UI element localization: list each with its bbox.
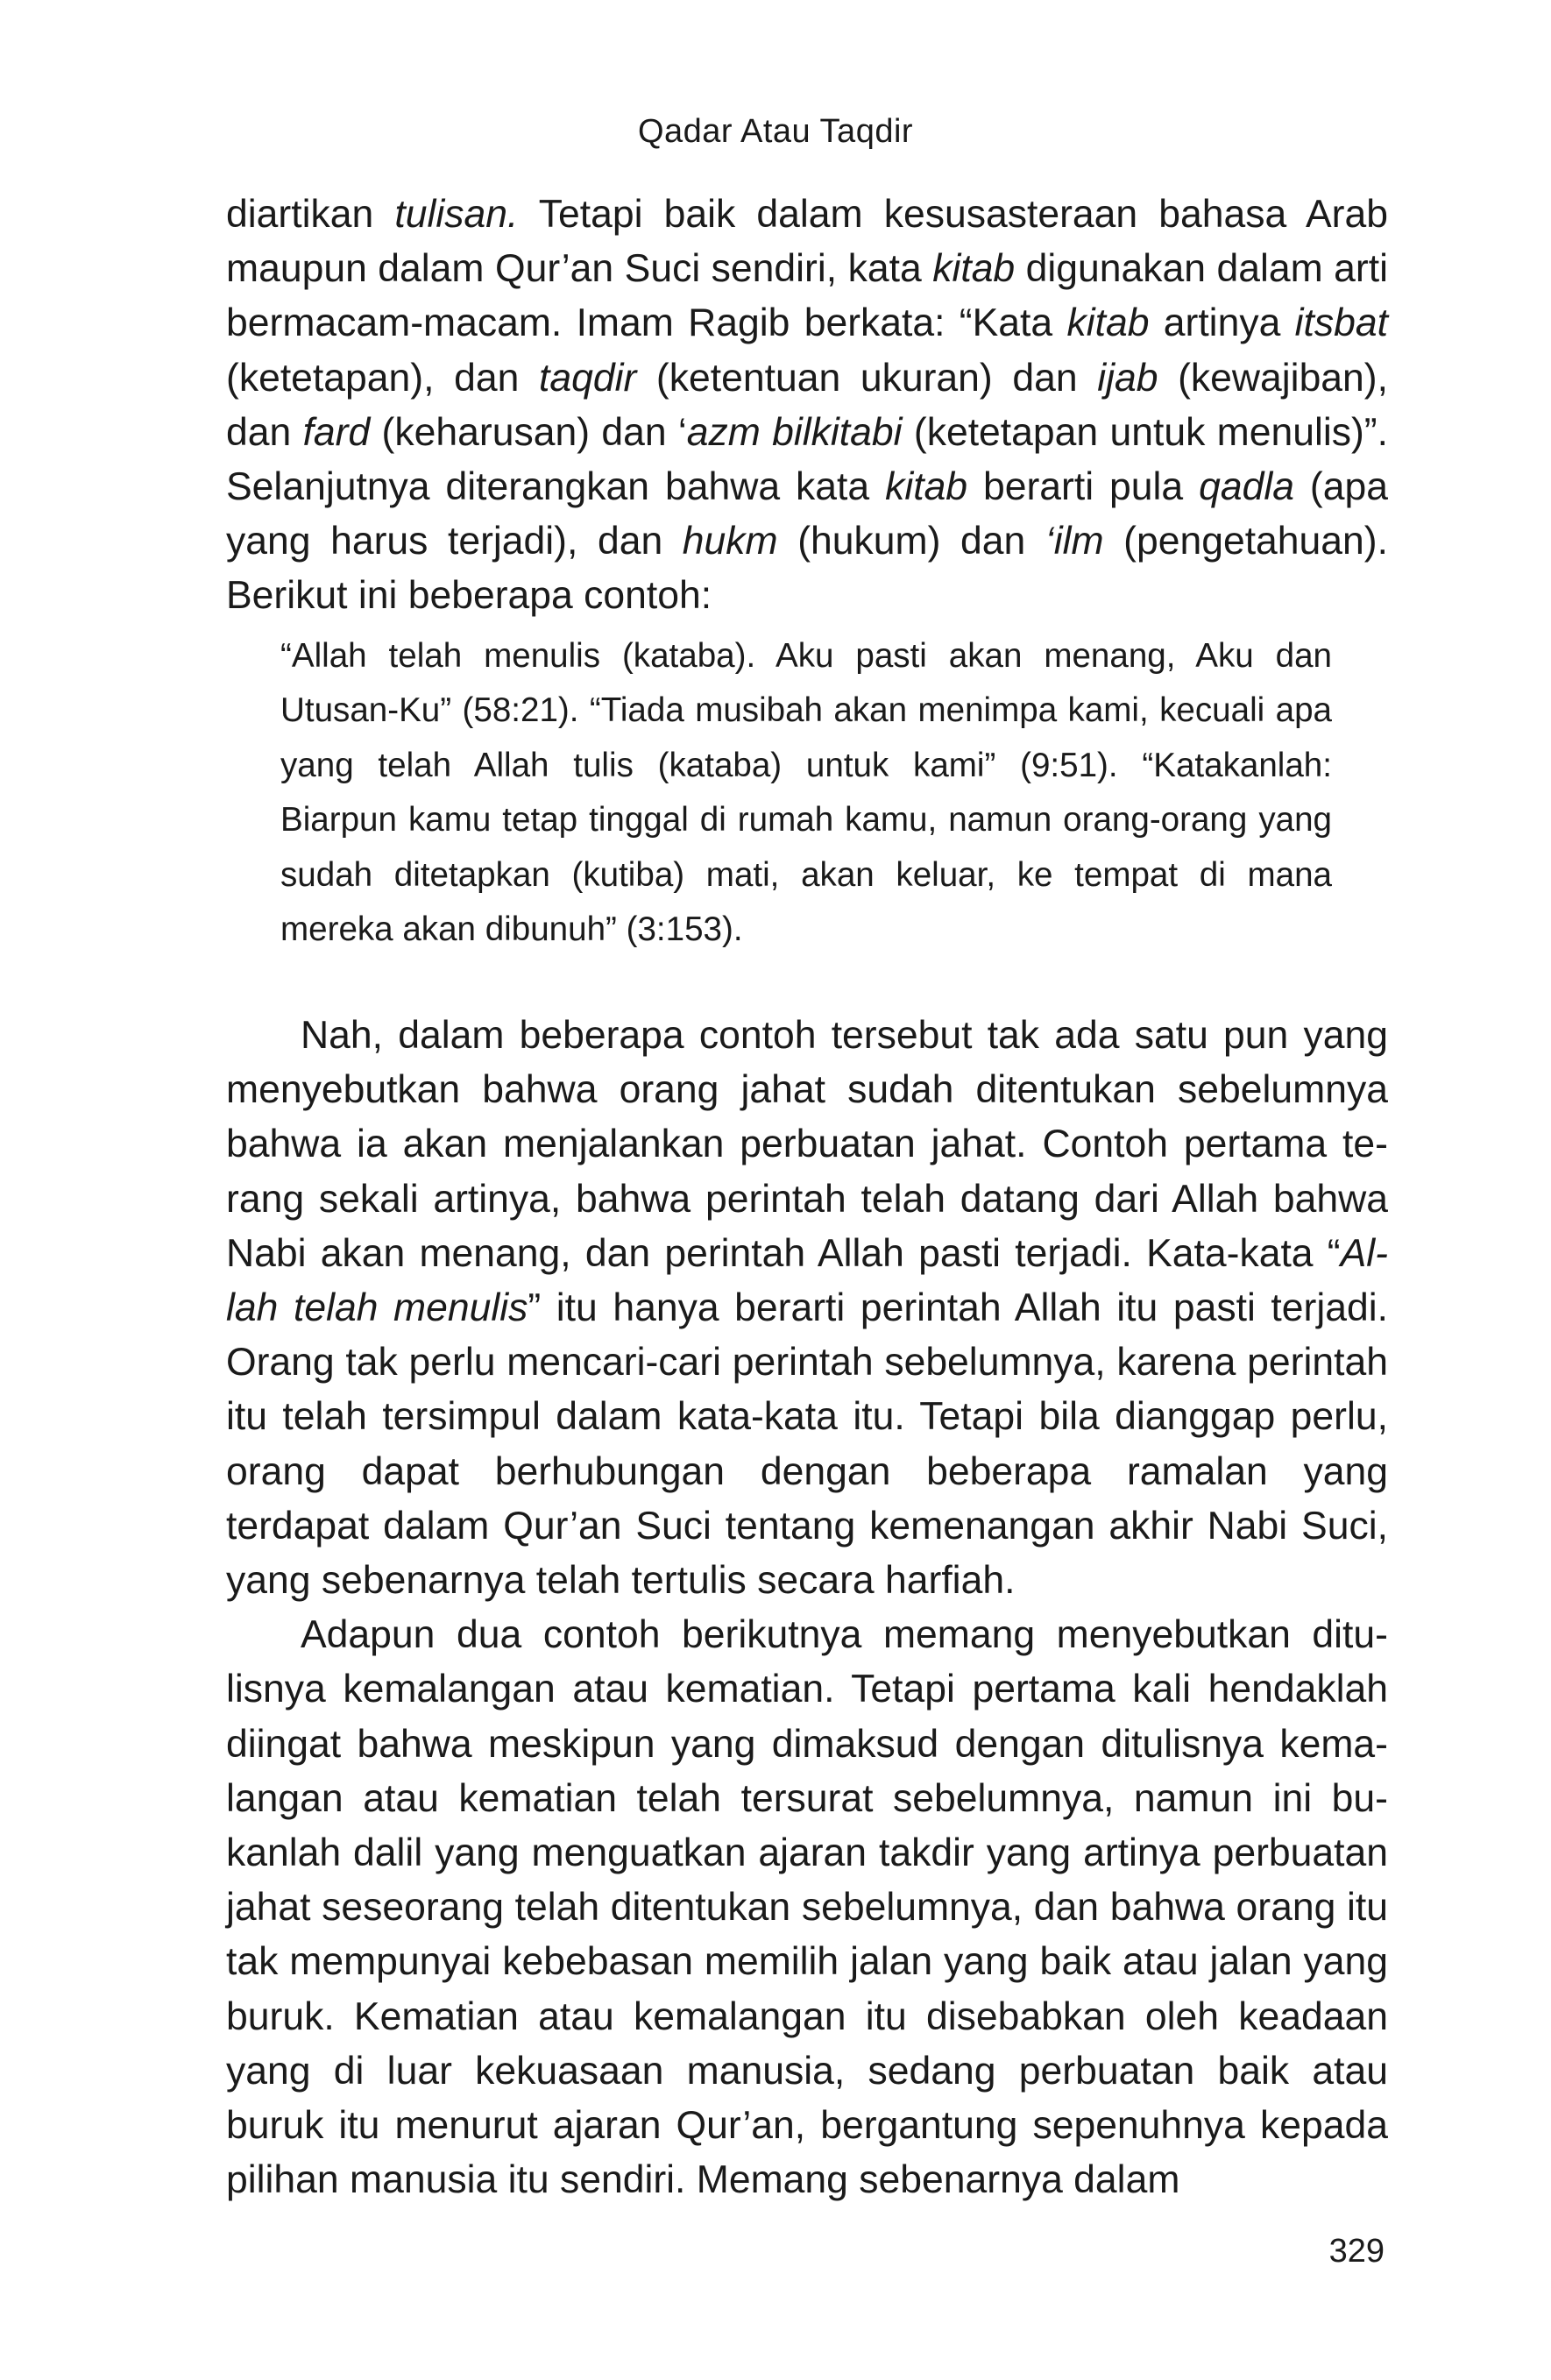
- text-run: digunakan dalam arti bermacam-macam. Imam Ragib berkata: “Kata: [226, 247, 1388, 345]
- page-number: 329: [1328, 2233, 1385, 2270]
- italic-term: kitab: [1066, 301, 1150, 345]
- text-run: berarti pula: [967, 465, 1200, 509]
- italic-term: azm bilkitabi: [686, 410, 903, 454]
- paragraph-3: Adapun dua contoh berikutnya memang menyebutkan ditulisnya kemalangan atau kematian. Tetapi pertama kali hendaklah diingat bahwa meskipun yang dimaksud dengan ditulisnya kemalangan atau kematian telah tersurat sebelumnya, namun ini bukanlah dalil yang menguatkan ajaran takdir yang artinya perbuatan jahat seseorang telah ditentukan sebelumnya, dan bahwa orang itu tak mempunyai kebebasan memilih jalan yang baik atau jalan yang buruk. Kematian atau kemalangan itu disebabkan oleh keadaan yang di luar kekuasaan manusia, sedang perbuatan baik atau buruk itu menurut ajaran Qur’an, bergantung sepenuhnya kepada pilihan manusia itu sendiri. Memang sebenarnya dalam: [226, 1613, 1388, 2202]
- body-section: [226, 1009, 1388, 2207]
- text-run: Tetapi baik dalam kesusasteraan bahasa Arab maupun dalam Qur’an Suci sendiri, kata: [226, 193, 1388, 291]
- text-run: (hukum) dan: [777, 520, 1045, 563]
- text-run: (keharusan) dan ‘: [370, 410, 687, 454]
- italic-term: taqdir: [538, 356, 637, 400]
- text-run: (ketetapan untuk menulis)”. Selanjutnya diterangkan bahwa kata: [226, 410, 1388, 509]
- text-run: ” itu hanya berarti perintah Allah itu pasti terjadi. Orang tak perlu mencari-cari perintah sebelumnya, karena perintah itu telah tersimpul dalam kata-kata itu. Tetapi bila dianggap perlu, orang dapat berhubungan dengan beberapa ramalan yang terdapat dalam Qur’an Suci tentang kemenangan akhir Nabi Suci, yang sebenarnya telah tertulis secara harfiah.: [226, 1286, 1388, 1603]
- italic-term: ‘ilm: [1045, 520, 1104, 563]
- italic-term: qadla: [1199, 465, 1294, 509]
- paragraph-1: [226, 188, 1388, 624]
- italic-term: kitab: [932, 247, 1016, 291]
- running-head: Qadar Atau Taqdir: [637, 113, 914, 150]
- italic-term: ijab: [1097, 356, 1158, 400]
- text-run: artinya: [1149, 301, 1295, 345]
- text-run: Nah, dalam beberapa contoh tersebut tak ada satu pun yang menyebutkan bahwa orang jahat sudah ditentukan sebelumnya bahwa ia akan menjalankan perbuatan jahat. Contoh pertama terang sekali artinya, bahwa perintah telah datang dari Allah bahwa Nabi akan menang, dan perintah Allah pasti terjadi. Kata-kata “: [226, 1014, 1388, 1275]
- block-quote: “Allah telah menulis (kataba). Aku pasti akan menang, Aku dan Utusan-Ku” (58:21). “Tiada musibah akan menimpa kami, kecuali apa yang telah Allah tulis (kataba) untuk kami” (9:51). “Katakanlah: Biarpun kamu tetap tinggal di rumah kamu, namun orang-orang yang sudah ditetapkan (kutiba) mati, akan keluar, ke tempat di mana mereka akan dibunuh” (3:153).: [280, 637, 1332, 949]
- italic-term: hukm: [682, 520, 778, 563]
- paragraph-2: [226, 1009, 1388, 1608]
- text-run: (apa yang harus terjadi), dan: [226, 465, 1388, 563]
- italic-term: itsbat: [1294, 301, 1388, 345]
- text-run: diartikan: [226, 193, 395, 236]
- italic-term: kitab: [885, 465, 968, 509]
- text-run: (ketentuan ukuran) dan: [636, 356, 1098, 400]
- italic-term: tulisan.: [394, 193, 519, 236]
- text-run: (pengetahuan). Berikut ini beberapa contoh:: [226, 520, 1388, 618]
- italic-term: fard: [302, 410, 371, 454]
- italic-term: Allah telah menulis: [226, 1231, 1388, 1330]
- text-run: (ketetapan), dan: [226, 356, 539, 400]
- text-run: (kewajiban), dan: [226, 356, 1388, 454]
